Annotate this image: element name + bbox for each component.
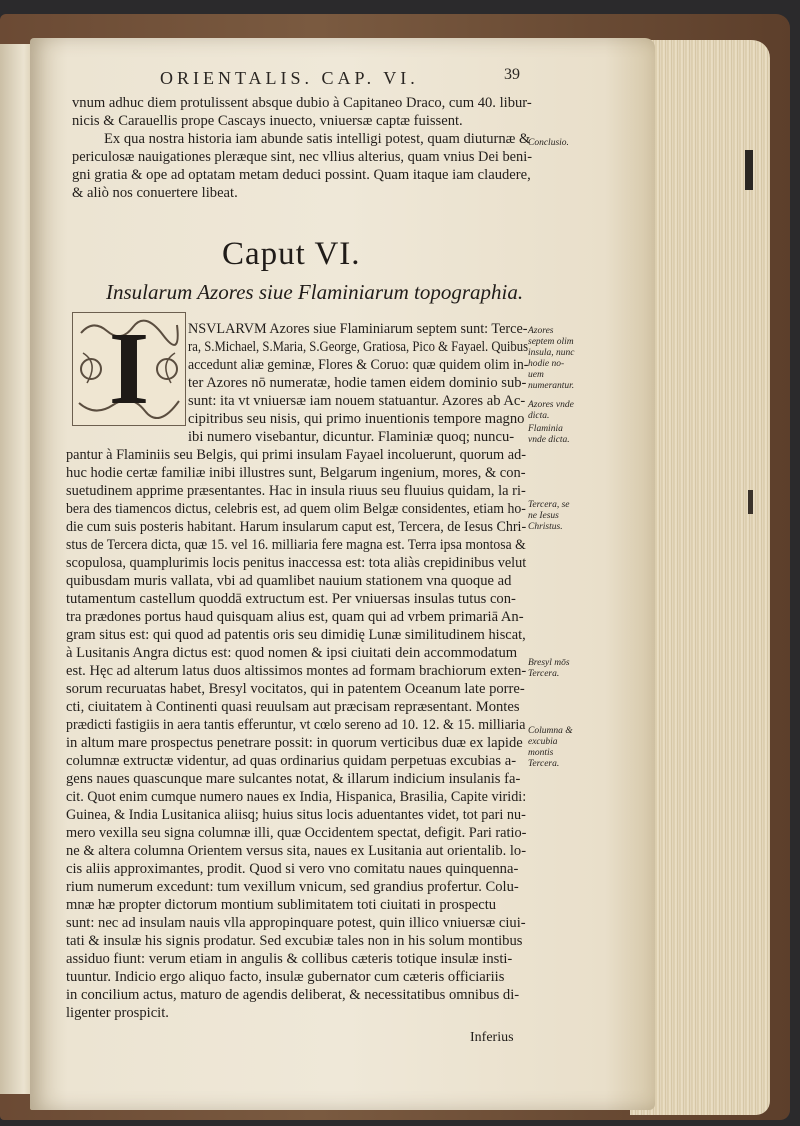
page-number: 39 bbox=[504, 66, 520, 83]
text-line: gens naues quascunque mare sulcantes notat, & illarum indicium insulanis fa- bbox=[66, 771, 521, 787]
text-line: ter Azores nō numeratæ, hodie tamen eidem dominio sub- bbox=[188, 375, 527, 391]
decorated-initial bbox=[72, 312, 186, 426]
text-line: cit. Quot enim cumque numero naues ex India, Hispanica, Brasilia, Capite viridi: bbox=[66, 789, 527, 805]
text-line: pantur à Flaminiis seu Belgis, qui primi insulam Fayael incoluerunt, quorum ad- bbox=[66, 447, 527, 463]
text-line: die cum suis posteris habitant. Harum insularum caput est, Tercera, de Iesus Chri- bbox=[66, 519, 527, 535]
catchword: Inferius bbox=[470, 1030, 514, 1045]
text-line: prædicti fastigiis in aera tantis efferuntur, vt cœlo sereno ad 10. 12. & 15. milliaria bbox=[66, 717, 526, 733]
margin-note: Bresyl mōs Tercera. bbox=[528, 658, 570, 679]
text-line: tra prædones portus haud quisquam alius est, quam qui ad vrbem primariā An- bbox=[66, 609, 524, 625]
text-line: Guinea, & India Lusitanica aliisq; huius situs locis aduentantes videt, tot pari nu- bbox=[66, 807, 526, 823]
text-line: accedunt aliæ geminæ, Flores & Coruo: quæ quidem olim in- bbox=[188, 357, 529, 373]
margin-note: Flaminia vnde dicta. bbox=[528, 424, 570, 445]
text-line: Ex qua nostra historia iam abunde satis intelligi potest, quam diuturnæ & bbox=[104, 131, 531, 147]
page-edge-mark bbox=[748, 490, 753, 514]
text-line: nicis & Carauellis prope Cascays inuecto, vniuersæ captæ fuissent. bbox=[72, 113, 463, 129]
margin-note: Columna & excubia montis Tercera. bbox=[528, 726, 573, 769]
text-line: quibusdam muris vallata, vbi ad quamlibet nauium stationem vna quoque ad bbox=[66, 573, 512, 589]
running-head: ORIENTALIS. CAP. VI. bbox=[160, 68, 419, 88]
text-line: & aliò nos conuertere libeat. bbox=[72, 185, 238, 201]
left-page-edge bbox=[0, 44, 34, 1094]
text-line: est. Hęc ad alterum latus duos altissimos montes ad formam brachiorum exten- bbox=[66, 663, 527, 679]
chapter-subtitle: Insularum Azores siue Flaminiarum topographia. bbox=[106, 280, 524, 304]
text-line: columnæ extructæ videntur, ad quas ordinarius quidam perpetuas excubias a- bbox=[66, 753, 517, 769]
text-line: cis aliis approximantes, prodit. Quod si vero vno comitatu naues quinquenna- bbox=[66, 861, 519, 877]
text-line: bera des tiamencos dictus, celebris est, ad quem olim Belgæ considentes, etiam ho- bbox=[66, 501, 526, 517]
text-line: ibi numero visebantur, dicuntur. Flaminiæ quoq; nuncu- bbox=[188, 429, 515, 445]
text-line: mero vexilla seu signa columnæ illi, quæ Occidentem spectat, defigit. Pari ratio- bbox=[66, 825, 527, 841]
margin-note: Conclusio. bbox=[528, 138, 569, 148]
text-line: rium numerum excedunt: tum vexillum vnicum, sed grandius profertur. Colu- bbox=[66, 879, 519, 895]
text-line: gni gratia & ope ad optatam metam deduci possint. Quam itaque iam claudere, bbox=[72, 167, 531, 183]
page-edge-mark bbox=[745, 150, 753, 190]
text-line: huc hodie certæ familiæ inibi illustres sunt, Belgarum ingenium, mores, & con- bbox=[66, 465, 526, 481]
text-line: scopulosa, quamplurimis locis penitus inaccessa est: tota aliàs crepidinibus velut bbox=[66, 555, 527, 571]
initial-letter: I bbox=[108, 311, 150, 426]
text-line: suetudinem apprime præsentantes. Hac in insula riuus seu fluuius quidam, la ri- bbox=[66, 483, 526, 499]
text-line: sorum recuruatas habet, Bresyl vocitatos, qui in patentem Oceanum late porre- bbox=[66, 681, 525, 697]
text-line: sunt: ita vt vniuersæ iam nouem statuantur. Azores ab Ac- bbox=[188, 393, 526, 409]
text-line: cipitribus seu nisis, qui primo inuentionis tempore magno bbox=[188, 411, 525, 427]
text-line: tuuntur. Indicio ergo aliquo facto, insulæ gubernator cum cæteris officiariis bbox=[66, 969, 505, 985]
text-line: tati & insulæ his signis prodatur. Sed excubiæ tales non in his solum montibus bbox=[66, 933, 523, 949]
text-line: in altum mare prospectus penetrare possit: in quorum verticibus duæ ex lapide bbox=[66, 735, 523, 751]
text-line: sunt: nec ad insulam nauis vlla appropinquare potest, quin illico vniuersæ ciui- bbox=[66, 915, 526, 931]
margin-note: Tercera, se ne Iesus Christus. bbox=[528, 500, 570, 532]
text-line: ne & altera columna Orientem versus sita, naues ex Lusitania aut orientalib. lo- bbox=[66, 843, 527, 859]
text-line: gram situs est: qui quod ad patentis oris seu dimidię Lunæ similitudinem hiscat, bbox=[66, 627, 526, 643]
text-line: ligenter prospicit. bbox=[66, 1005, 169, 1021]
text-line: NSVLARVM Azores siue Flaminiarum septem sunt: Terce- bbox=[188, 321, 528, 337]
text-line: tutamentum castellum quoddā extructum est. Per vniuersas insulas tutus con- bbox=[66, 591, 516, 607]
text-line: in concilium actus, maturo de agendis deliberat, & necessitatibus omnibus di- bbox=[66, 987, 520, 1003]
text-line: stus de Tercera dicta, quæ 15. vel 16. milliaria fere magna est. Terra ipsa montosa & bbox=[66, 537, 526, 553]
text-line: assiduo fiunt: verum etiam in angulis & collibus cæteris totique insulæ insti- bbox=[66, 951, 513, 967]
chapter-title: Caput VI. bbox=[222, 236, 361, 272]
text-line: periculosæ nauigationes pleræque sint, nec vllius alterius, quam vnius Dei beni- bbox=[72, 149, 533, 165]
text-line: à Lusitanis Angra dictus est: quod nomen & ipsi ciuitati dein accommodatum bbox=[66, 645, 518, 661]
text-line: vnum adhuc diem protulissent absque dubio à Capitaneo Draco, cum 40. libur- bbox=[72, 95, 532, 111]
text-line: cti, ciuitatem à Continenti quasi reuulsam aut præcisam repræsentant. Montes bbox=[66, 699, 520, 715]
text-line: mnæ hæ propter dictorum montium sublimitatem toti ciuitati in prospectu bbox=[66, 897, 497, 913]
margin-note: Azores vnde dicta. bbox=[528, 400, 574, 421]
margin-note: Azores septem olim insula, nunc hodie no- uem numerantur. bbox=[528, 326, 575, 391]
text-line: ra, S.Michael, S.Maria, S.George, Gratiosa, Pico & Fayael. Quibus bbox=[188, 339, 529, 355]
page-header bbox=[160, 64, 520, 94]
